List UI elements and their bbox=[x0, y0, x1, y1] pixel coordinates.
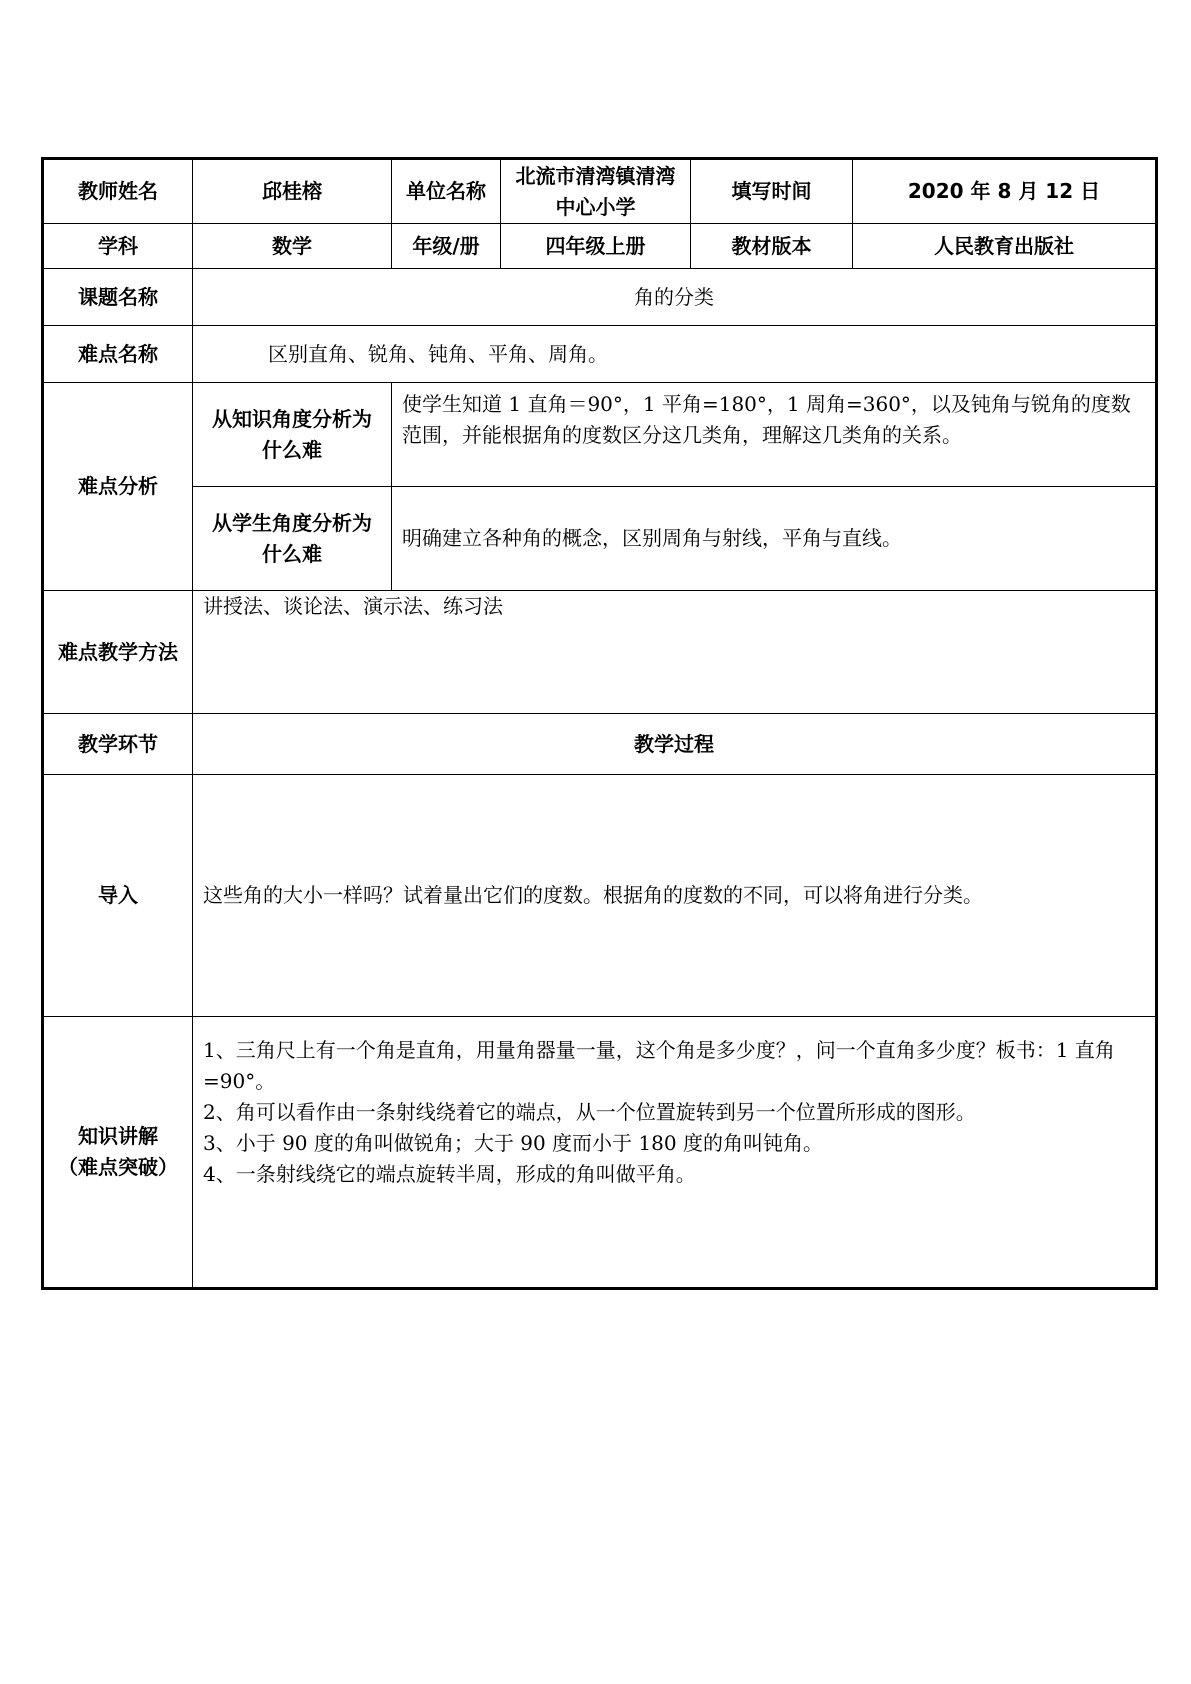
edition-value: 人民教育出版社 bbox=[853, 224, 1157, 269]
subject-label: 学科 bbox=[43, 224, 193, 269]
analysis-knowledge-row bbox=[43, 383, 1157, 487]
difficulty-label: 难点名称 bbox=[43, 326, 193, 383]
analysis-student-label: 从学生角度分析为什么难 bbox=[193, 487, 392, 591]
topic-label: 课题名称 bbox=[43, 269, 193, 326]
time-label: 填写时间 bbox=[691, 159, 853, 224]
analysis-label: 难点分析 bbox=[43, 383, 193, 591]
knowledge-item: 4、一条射线绕它的端点旋转半周，形成的角叫做平角。 bbox=[203, 1162, 696, 1186]
knowledge-row bbox=[43, 1017, 1157, 1289]
difficulty-row bbox=[43, 326, 1157, 383]
knowledge-label-line1: 知识讲解 bbox=[78, 1124, 158, 1148]
knowledge-item: 3、小于 90 度的角叫做锐角；大于 90 度而小于 180 度的角叫钝角。 bbox=[203, 1131, 823, 1155]
analysis-student-value: 明确建立各种角的概念，区别周角与射线，平角与直线。 bbox=[392, 487, 1157, 591]
grade-label: 年级/册 bbox=[392, 224, 501, 269]
teacher-value: 邱桂榕 bbox=[193, 159, 392, 224]
method-row bbox=[43, 591, 1157, 714]
subject-value: 数学 bbox=[193, 224, 392, 269]
process-header-row bbox=[43, 714, 1157, 775]
intro-row bbox=[43, 775, 1157, 1017]
analysis-knowledge-value: 使学生知道 1 直角＝90°，1 平角=180°，1 周角=360°，以及钝角与锐角的度数范围，并能根据角的度数区分这几类角，理解这几类角的关系。 bbox=[392, 383, 1157, 487]
header-row-2 bbox=[43, 224, 1157, 269]
time-value: 2020 年 8 月 12 日 bbox=[853, 159, 1157, 224]
analysis-knowledge-label: 从知识角度分析为什么难 bbox=[193, 383, 392, 487]
knowledge-item: 2、角可以看作由一条射线绕着它的端点，从一个位置旋转到另一个位置所形成的图形。 bbox=[203, 1100, 976, 1124]
unit-value bbox=[501, 159, 691, 224]
unit-value-line1: 北流市清湾镇清湾 bbox=[515, 163, 676, 188]
knowledge-item: 1、三角尺上有一个角是直角，用量角器量一量，这个角是多少度？，问一个直角多少度？板书：1 直角=90°。 bbox=[203, 1038, 1115, 1093]
edition-label: 教材版本 bbox=[691, 224, 853, 269]
method-value: 讲授法、谈论法、演示法、练习法 bbox=[193, 591, 1157, 714]
topic-value: 角的分类 bbox=[193, 269, 1157, 326]
intro-label: 导入 bbox=[43, 775, 193, 1017]
analysis-student-row bbox=[43, 487, 1157, 591]
method-label: 难点教学方法 bbox=[43, 591, 193, 714]
process-label: 教学过程 bbox=[193, 714, 1157, 775]
teacher-label: 教师姓名 bbox=[43, 159, 193, 224]
grade-value: 四年级上册 bbox=[501, 224, 691, 269]
knowledge-label bbox=[43, 1017, 193, 1289]
unit-label: 单位名称 bbox=[392, 159, 501, 224]
intro-value: 这些角的大小一样吗？试着量出它们的度数。根据角的度数的不同，可以将角进行分类。 bbox=[193, 775, 1157, 1017]
topic-row bbox=[43, 269, 1157, 326]
knowledge-label-line2: （难点突破） bbox=[58, 1155, 178, 1179]
stage-label: 教学环节 bbox=[43, 714, 193, 775]
header-row-1 bbox=[43, 159, 1157, 224]
unit-value-line2: 中心小学 bbox=[555, 194, 636, 219]
knowledge-value bbox=[193, 1017, 1157, 1289]
difficulty-value: 区别直角、锐角、钝角、平角、周角。 bbox=[193, 326, 1157, 383]
lesson-plan-table bbox=[41, 157, 1158, 1290]
